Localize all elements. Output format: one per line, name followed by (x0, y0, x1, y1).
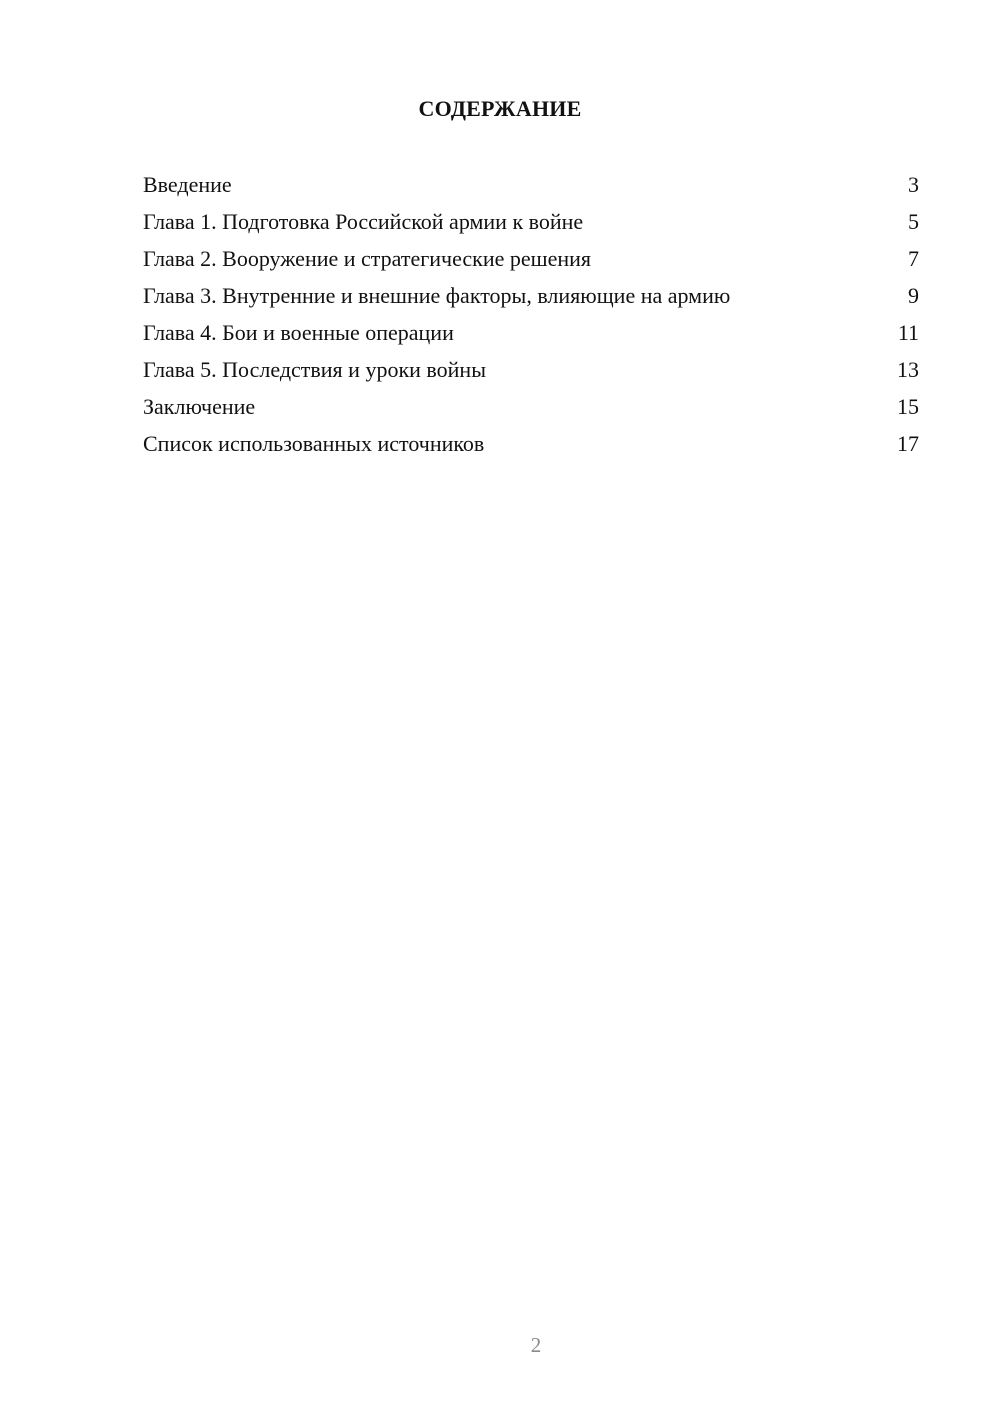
toc-entry-label: Заключение (143, 394, 256, 419)
page-number: 2 (530, 1333, 542, 1357)
toc-entry-page: 9 (908, 283, 919, 308)
toc-list (143, 170, 919, 466)
toc-entry-page: 13 (897, 357, 919, 382)
toc-entry-page: 5 (908, 209, 919, 234)
toc-entry (143, 392, 919, 429)
toc-entry (143, 318, 919, 355)
toc-entry-label: Список использованных источников (143, 431, 485, 456)
toc-entry-label: Введение (143, 172, 232, 197)
toc-entry-page: 17 (897, 431, 919, 456)
toc-entry-label: Глава 5. Последствия и уроки войны (143, 357, 486, 382)
toc-entry-label: Глава 2. Вооружение и стратегические решения (143, 246, 592, 271)
toc-entry-page: 7 (908, 246, 919, 271)
toc-entry (143, 429, 919, 466)
toc-entry (143, 170, 919, 207)
toc-entry (143, 355, 919, 392)
toc-title: СОДЕРЖАНИЕ (418, 96, 582, 121)
toc-entry-page: 11 (897, 320, 919, 345)
toc-entry-label: Глава 4. Бои и военные операции (143, 320, 454, 345)
toc-entry (143, 244, 919, 281)
toc-entry-page: 15 (897, 394, 919, 419)
toc-entry-page: 3 (908, 172, 919, 197)
toc-entry (143, 281, 919, 318)
toc-entry-label: Глава 3. Внутренние и внешние факторы, влияющие на армию (143, 283, 731, 308)
toc-entry-label: Глава 1. Подготовка Российской армии к войне (143, 209, 584, 234)
toc-entry (143, 207, 919, 244)
